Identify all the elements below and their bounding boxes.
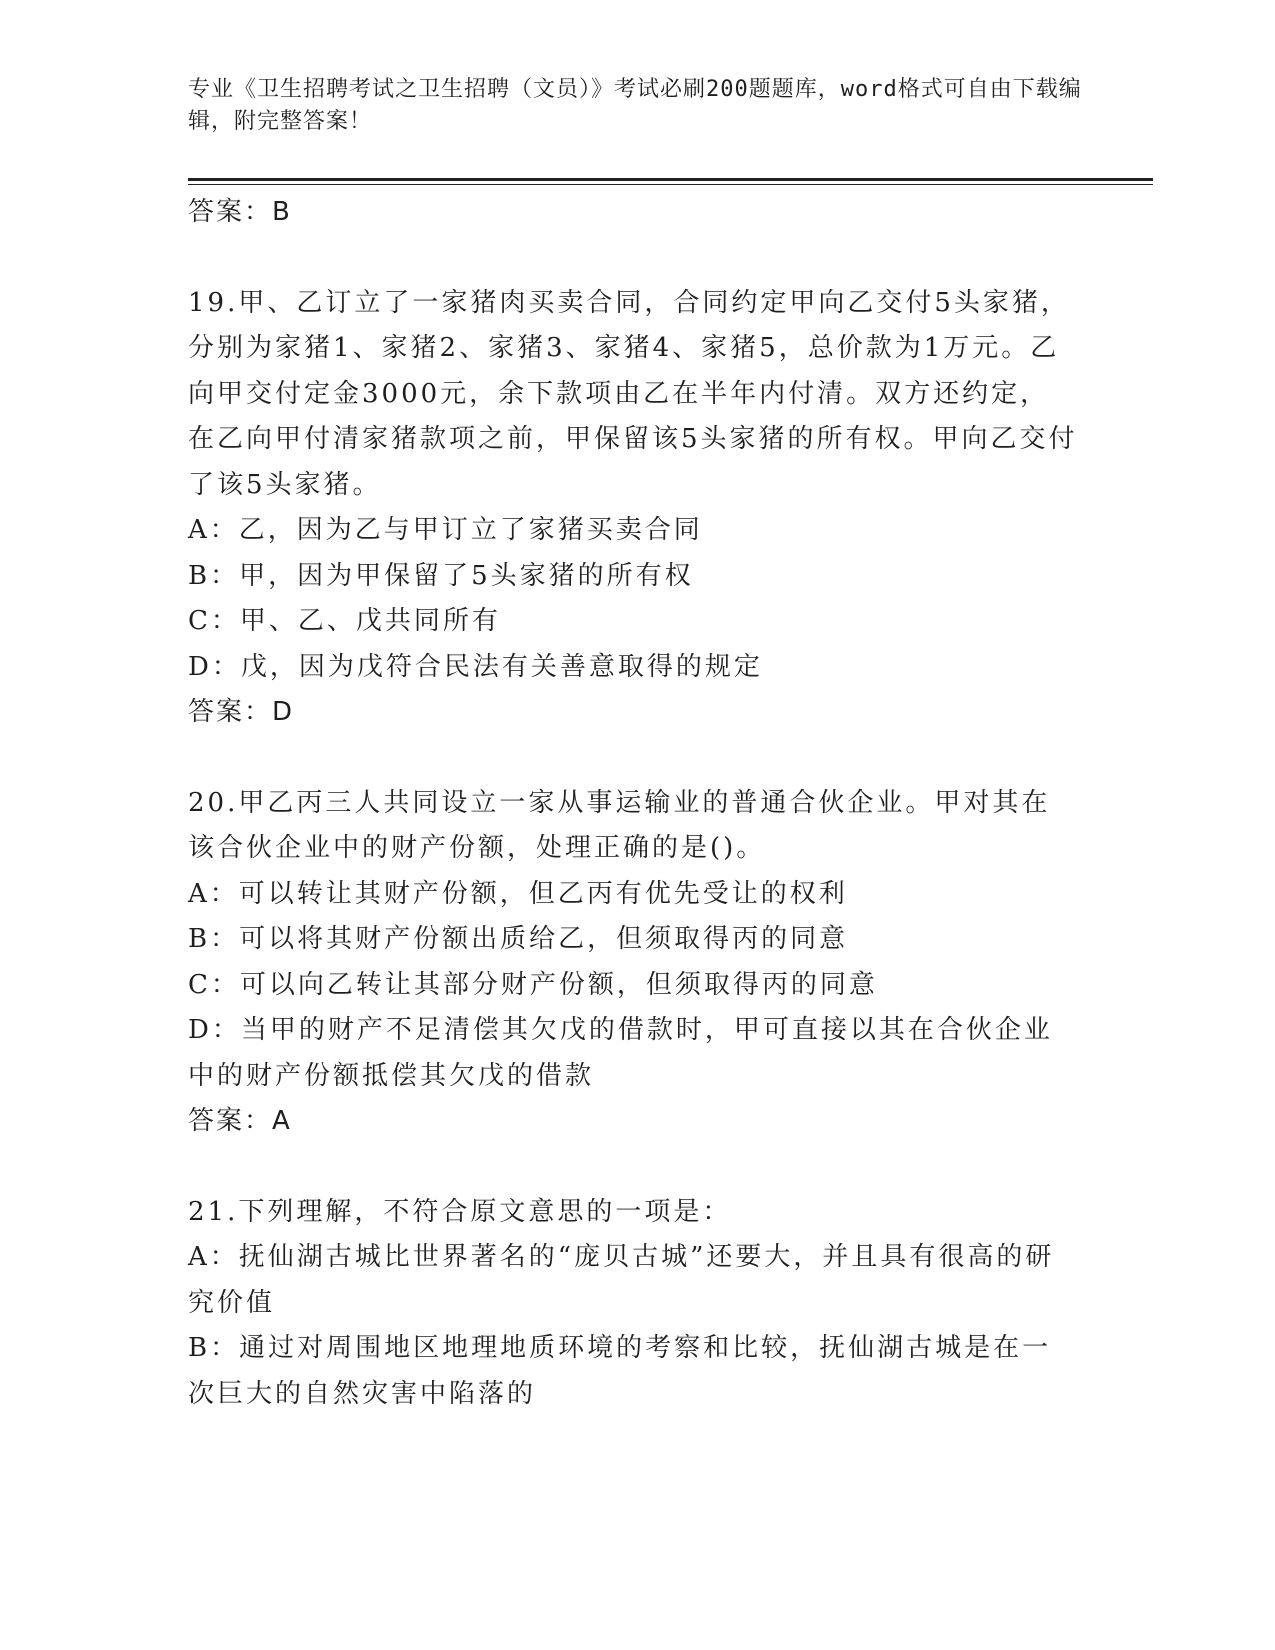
header-divider [188, 178, 1153, 181]
option-d: D：当甲的财产不足清偿其欠戊的借款时，甲可直接以其在合伙企业中的财产份额抵偿其欠戊的借款 [188, 1015, 1053, 1091]
option-a: A：抚仙湖古城比世界著名的“庞贝古城”还要大，并且具有很高的研究价值 [188, 1242, 1055, 1318]
header-text: 专业《卫生招聘考试之卫生招聘（文员）》考试必刷200题题库，word格式可自由下载编辑，附完整答案！ [188, 77, 1082, 134]
option-d: D：戊，因为戊符合民法有关善意取得的规定 [188, 651, 763, 682]
answer-19: 答案：D [188, 697, 295, 727]
option-b: B：甲，因为甲保留了5头家猪的所有权 [188, 560, 694, 591]
question-stem: 20.甲乙丙三人共同设立一家从事运输业的普通合伙企业。甲对其在该合伙企业中的财产份额，处理正确的是()。 [188, 787, 1051, 863]
question-stem: 21.下列理解，不符合原文意思的一项是： [188, 1196, 732, 1227]
option-b: B：通过对周围地区地理地质环境的考察和比较，抚仙湖古城是在一次巨大的自然灾害中陷落的 [188, 1333, 1052, 1409]
header-divider-thin [188, 184, 1153, 185]
option-c: C：可以向乙转让其部分财产份额，但须取得丙的同意 [188, 969, 878, 1000]
question-19 [188, 281, 1078, 736]
document-header [188, 74, 1088, 138]
document-body [188, 190, 1078, 1417]
option-a: A：可以转让其财产份额，但乙丙有优先受让的权利 [188, 878, 848, 909]
answer-20: 答案：A [188, 1106, 292, 1136]
option-c: C：甲、乙、戊共同所有 [188, 606, 501, 636]
question-20 [188, 781, 1078, 1145]
question-21 [188, 1190, 1078, 1418]
option-b: B：可以将其财产份额出质给乙，但须取得丙的同意 [188, 924, 849, 954]
question-stem: 19.甲、乙订立了一家猪肉买卖合同，合同约定甲向乙交付5头家猪，分别为家猪1、家猪2、家猪3、家猪4、家猪5，总价款为1万元。乙向甲交付定金3000元，余下款项由乙在半年内付清。双方还约定，在乙向甲付清家猪款项之前，甲保留该5头家猪的所有权。甲向乙交付了该5头家猪。 [188, 287, 1078, 500]
option-a: A：乙，因为乙与甲订立了家猪买卖合同 [188, 515, 703, 545]
answer-previous: 答案：B [188, 197, 292, 227]
